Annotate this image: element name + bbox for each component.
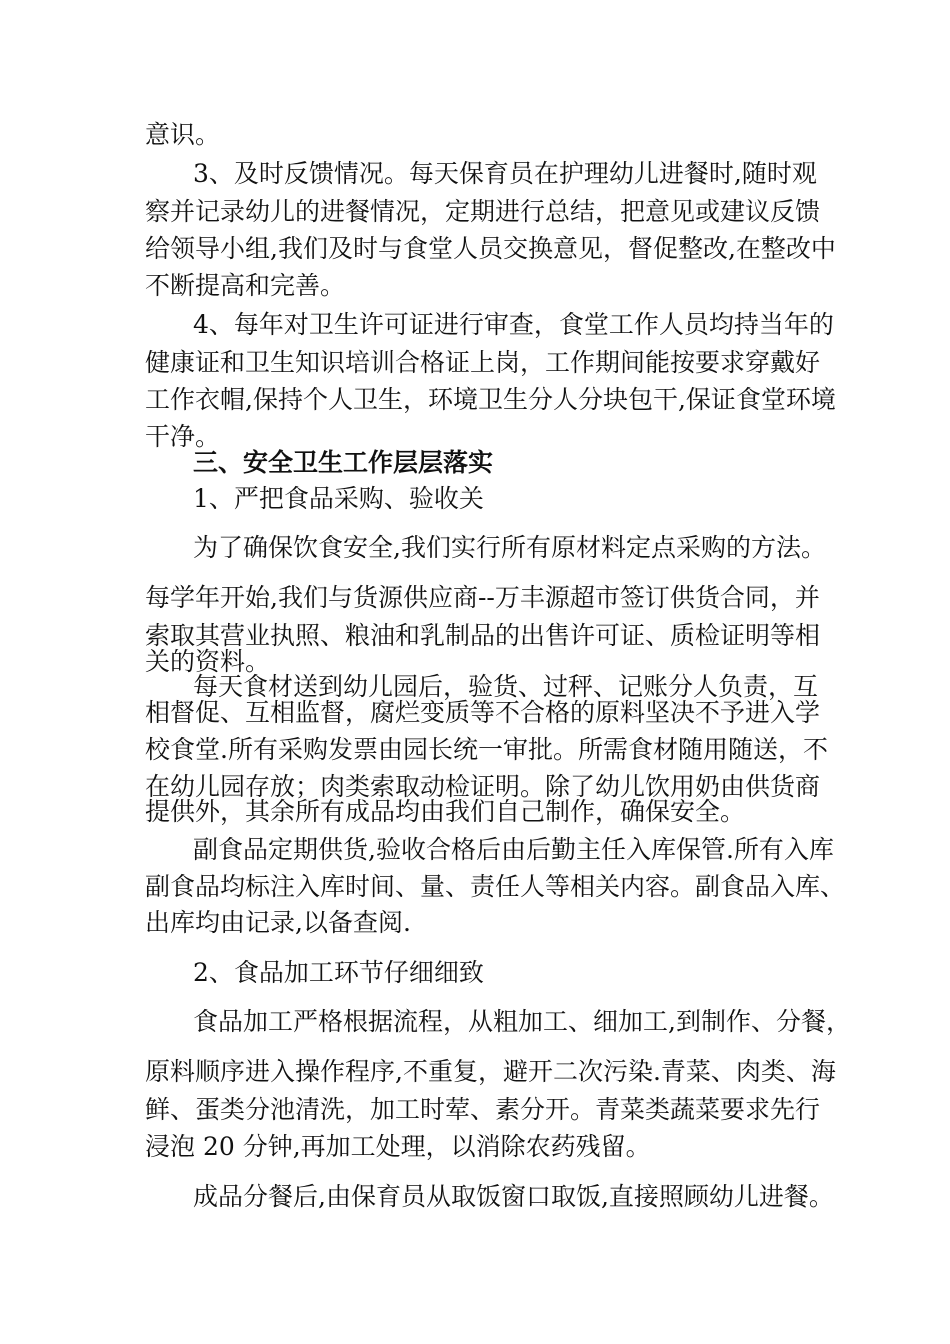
subheading: 2、食品加工环节仔细细致	[193, 958, 484, 987]
text-line: 不断提高和完善。	[145, 271, 346, 300]
text-line: 原料顺序进入操作程序,不重复，避开二次污染.青菜、肉类、海	[145, 1057, 836, 1086]
subheading: 1、严把食品采购、验收关	[193, 484, 484, 513]
section-heading: 三、安全卫生工作层层落实	[193, 448, 494, 477]
text-line: 校食堂.所有采购发票由园长统一审批。所需食材随用随送，不	[145, 735, 828, 764]
text-line: 提供外，其余所有成品均由我们自己制作，确保安全。	[145, 797, 746, 826]
text-line: 每学年开始,我们与货源供应商--万丰源超市签订供货合同，并	[145, 583, 820, 612]
text-line: 3、及时反馈情况。每天保育员在护理幼儿进餐时,随时观	[193, 159, 817, 188]
text-line: 工作衣帽,保持个人卫生，环境卫生分人分块包干,保证食堂环境	[145, 385, 836, 414]
text-line: 在幼儿园存放；肉类索取动检证明。除了幼儿饮用奶由供货商	[145, 772, 821, 801]
text-line: 副食品均标注入库时间、量、责任人等相关内容。副食品入库、	[145, 872, 846, 901]
text-line: 成品分餐后,由保育员从取饭窗口取饭,直接照顾幼儿进餐。	[193, 1182, 834, 1211]
text-line: 给领导小组,我们及时与食堂人员交换意见，督促整改,在整改中	[145, 234, 836, 263]
text-line: 关的资料。	[145, 647, 271, 676]
text-line: 每天食材送到幼儿园后，验货、过秤、记账分人负责，互	[193, 672, 819, 701]
text-line: 出库均由记录,以备查阅.	[145, 908, 411, 937]
text-line: 索取其营业执照、粮油和乳制品的出售许可证、质检证明等相	[145, 621, 821, 650]
text-line: 食品加工严格根据流程，从粗加工、细加工,到制作、分餐，	[193, 1007, 851, 1036]
text-line: 干净。	[145, 422, 221, 451]
text-line: 4、每年对卫生许可证进行审查，食堂工作人员均持当年的	[193, 310, 834, 339]
text-line: 意识。	[145, 120, 221, 149]
text-line: 相督促、互相监督，腐烂变质等不合格的原料坚决不予进入学	[145, 698, 821, 727]
text-line: 为了确保饮食安全,我们实行所有原材料定点采购的方法。	[193, 533, 826, 562]
text-line: 浸泡 20 分钟,再加工处理，以消除农药残留。	[145, 1132, 651, 1161]
text-line: 鲜、蛋类分池清洗，加工时荤、素分开。青菜类蔬菜要求先行	[145, 1095, 821, 1124]
text-line: 副食品定期供货,验收合格后由后勤主任入库保管.所有入库	[193, 835, 834, 864]
text-line: 健康证和卫生知识培训合格证上岗，工作期间能按要求穿戴好	[145, 348, 821, 377]
text-line: 察并记录幼儿的进餐情况，定期进行总结，把意见或建议反馈	[145, 197, 821, 226]
